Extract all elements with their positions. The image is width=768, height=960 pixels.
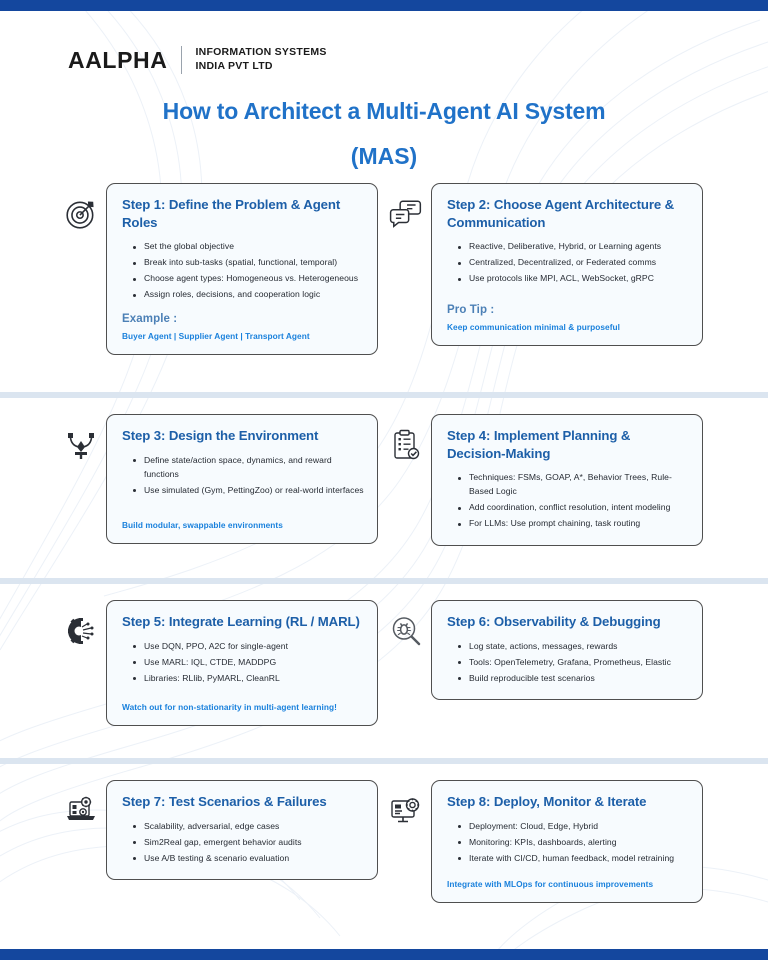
card-body-2: [431, 183, 703, 346]
card-accent-label-2: Pro Tip :: [447, 304, 495, 317]
list-item: Sim2Real gap, emergent behavior audits: [144, 836, 364, 850]
list-item: Libraries: RLlib, PyMARL, CleanRL: [144, 672, 364, 686]
list-item: Monitoring: KPIs, dashboards, alerting: [469, 836, 689, 850]
section-divider-1: [0, 392, 768, 398]
list-item: Set the global objective: [144, 240, 364, 254]
card-title-2: Step 2: Choose Agent Architecture & Communication: [447, 197, 675, 230]
target-arrow-icon: [58, 191, 104, 237]
monitor-settings-icon: [383, 788, 429, 834]
brand-tagline: [195, 46, 326, 74]
logo-divider: [181, 46, 182, 74]
card-title-4: Step 4: Implement Planning & Decision-Making: [447, 428, 631, 461]
list-item: Iterate with CI/CD, human feedback, model retraining: [469, 852, 689, 866]
list-item: Use simulated (Gym, PettingZoo) or real-world interfaces: [144, 484, 364, 498]
card-body-3: [106, 414, 378, 544]
card-accent-note-8: Integrate with MLOps for continuous improvements: [447, 879, 654, 890]
brand-name: AALPHA: [68, 46, 168, 73]
card-body-5: [106, 600, 378, 726]
card-body-8: [431, 780, 703, 903]
brand-tagline-line2: INDIA PVT LTD: [195, 60, 273, 72]
card-body-6: [431, 600, 703, 700]
list-item: Define state/action space, dynamics, and reward functions: [144, 454, 364, 482]
card-accent-note-5: Watch out for non-stationarity in multi-agent learning!: [122, 702, 337, 713]
card-title-6: Step 6: Observability & Debugging: [447, 614, 661, 629]
bug-magnifier-icon: [383, 608, 429, 654]
list-item: Use protocols like MPI, ACL, WebSocket, gRPC: [469, 272, 689, 286]
list-item: Use DQN, PPO, A2C for single-agent: [144, 640, 364, 654]
list-item: Build reproducible test scenarios: [469, 672, 689, 686]
card-bullets-3: [122, 454, 364, 498]
list-item: Scalability, adversarial, edge cases: [144, 820, 364, 834]
page-title-subline: (MAS): [350, 143, 418, 169]
list-item: Techniques: FSMs, GOAP, A*, Behavior Trees, Rule-Based Logic: [469, 471, 689, 499]
card-title-7: Step 7: Test Scenarios & Failures: [122, 794, 327, 809]
card-bullets-5: [122, 640, 364, 686]
ai-gear-icon: [58, 608, 104, 654]
card-accent-label-1: Example :: [122, 313, 178, 326]
card-bullets-7: [122, 820, 364, 866]
list-item: Log state, actions, messages, rewards: [469, 640, 689, 654]
brand-logo: [68, 46, 327, 74]
card-bullets-6: [447, 640, 689, 686]
card-body-4: [431, 414, 703, 546]
list-item: Centralized, Decentralized, or Federated comms: [469, 256, 689, 270]
brand-tagline-line1: INFORMATION SYSTEMS: [195, 46, 327, 59]
card-title-1: Step 1: Define the Problem & Agent Roles: [122, 197, 341, 230]
list-item: Assign roles, decisions, and cooperation logic: [144, 288, 364, 302]
list-item: Add coordination, conflict resolution, intent modeling: [469, 501, 689, 515]
laptop-gear-icon: [58, 788, 104, 834]
list-item: Reactive, Deliberative, Hybrid, or Learning agents: [469, 240, 689, 254]
clipboard-check-icon: [383, 422, 429, 468]
card-body-1: [106, 183, 378, 355]
card-accent-note-2: Keep communication minimal & purposeful: [447, 322, 620, 333]
bottom-brand-bar: [0, 949, 768, 960]
speech-bubbles-icon: [383, 191, 429, 237]
card-title-8: Step 8: Deploy, Monitor & Iterate: [447, 794, 647, 809]
card-accent-note-3: Build modular, swappable environments: [122, 520, 283, 531]
card-accent-note-1: Buyer Agent | Supplier Agent | Transport Agent: [122, 331, 310, 342]
pen-tool-icon: [58, 422, 104, 468]
page-title: How to Architect a Multi-Agent AI System: [162, 98, 606, 124]
card-bullets-2: [447, 240, 689, 286]
section-divider-2: [0, 578, 768, 584]
card-bullets-4: [447, 471, 689, 531]
list-item: Use MARL: IQL, CTDE, MADDPG: [144, 656, 364, 670]
card-title-5: Step 5: Integrate Learning (RL / MARL): [122, 614, 360, 629]
list-item: For LLMs: Use prompt chaining, task routing: [469, 517, 689, 531]
card-bullets-1: [122, 240, 364, 302]
list-item: Tools: OpenTelemetry, Grafana, Prometheus, Elastic: [469, 656, 689, 670]
card-bullets-8: [447, 820, 689, 866]
list-item: Choose agent types: Homogeneous vs. Heterogeneous: [144, 272, 364, 286]
card-title-3: Step 3: Design the Environment: [122, 428, 319, 443]
card-body-7: [106, 780, 378, 880]
list-item: Use A/B testing & scenario evaluation: [144, 852, 364, 866]
list-item: Break into sub-tasks (spatial, functional, temporal): [144, 256, 364, 270]
section-divider-3: [0, 758, 768, 764]
top-brand-bar: [0, 0, 768, 11]
list-item: Deployment: Cloud, Edge, Hybrid: [469, 820, 689, 834]
